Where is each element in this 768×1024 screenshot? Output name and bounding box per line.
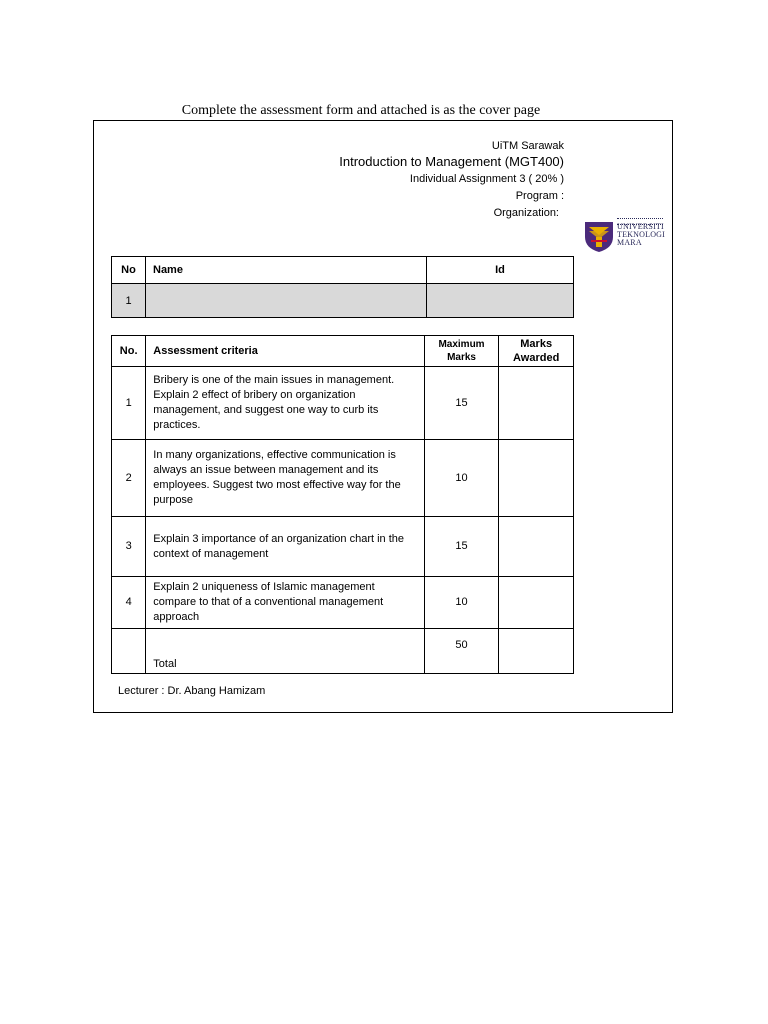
criteria-max-marks: 15 — [424, 367, 499, 440]
max-marks-line-1: Maximum — [438, 339, 485, 350]
uitm-crest-icon — [583, 219, 615, 253]
cover-page-frame — [93, 120, 673, 713]
col-criteria: Assessment criteria — [146, 336, 424, 367]
awarded-line-1: Marks — [520, 338, 553, 350]
criteria-no: 3 — [112, 517, 146, 577]
criteria-awarded-field[interactable] — [499, 440, 574, 517]
cover-instruction: Complete the assessment form and attached is as the cover page — [181, 103, 541, 118]
total-label: Total — [146, 629, 424, 674]
criteria-row — [112, 440, 574, 517]
assignment-title: Individual Assignment 3 ( 20% ) — [409, 173, 564, 185]
student-table — [111, 256, 574, 318]
max-marks-line-2: Marks — [447, 352, 476, 363]
criteria-no: 1 — [112, 367, 146, 440]
total-no-cell — [112, 629, 146, 674]
criteria-no: 4 — [112, 577, 146, 629]
student-table-header — [112, 257, 574, 284]
criteria-max-marks: 15 — [424, 517, 499, 577]
organization-label: Organization: — [493, 207, 559, 219]
criteria-row — [112, 517, 574, 577]
student-name-field[interactable] — [146, 284, 427, 318]
uitm-logo — [583, 219, 667, 255]
campus-name: UiTM Sarawak — [491, 140, 564, 152]
criteria-text: Explain 2 uniqueness of Islamic management compare to that of a conventional management approach — [146, 577, 424, 629]
total-awarded-field[interactable] — [499, 629, 574, 674]
col-no: No. — [112, 336, 146, 367]
criteria-awarded-field[interactable] — [499, 517, 574, 577]
col-name: Name — [146, 257, 427, 284]
lecturer-name: Lecturer : Dr. Abang Hamizam — [118, 685, 266, 697]
col-id: Id — [427, 257, 574, 284]
col-max-marks — [424, 336, 499, 367]
student-row-no: 1 — [112, 284, 146, 318]
student-row — [112, 284, 574, 318]
criteria-text: In many organizations, effective communication is always an issue between management and its employees. Suggest two most effective way for the purpose — [146, 440, 424, 517]
criteria-max-marks: 10 — [424, 577, 499, 629]
course-title: Introduction to Management (MGT400) — [339, 154, 564, 169]
logo-wordmark — [617, 223, 665, 247]
criteria-max-marks: 10 — [424, 440, 499, 517]
logo-line-2: TEKNOLOGI — [617, 230, 666, 239]
criteria-awarded-field[interactable] — [499, 367, 574, 440]
criteria-table — [111, 335, 574, 674]
awarded-line-2: Awarded — [513, 352, 560, 364]
student-id-field[interactable] — [427, 284, 574, 318]
criteria-awarded-field[interactable] — [499, 577, 574, 629]
criteria-row — [112, 367, 574, 440]
criteria-row — [112, 577, 574, 629]
total-max-marks: 50 — [424, 629, 499, 674]
criteria-table-header — [112, 336, 574, 367]
logo-line-1: UNIVERSITI — [617, 222, 664, 231]
criteria-no: 2 — [112, 440, 146, 517]
criteria-text: Explain 3 importance of an organization chart in the context of management — [146, 517, 424, 577]
criteria-text: Bribery is one of the main issues in management. Explain 2 effect of bribery on organization management, and suggest one way to curb its practices. — [146, 367, 424, 440]
program-label: Program : — [515, 190, 564, 202]
col-no: No — [112, 257, 146, 284]
col-marks-awarded — [499, 336, 574, 367]
logo-line-3: MARA — [617, 238, 642, 247]
total-row — [112, 629, 574, 674]
